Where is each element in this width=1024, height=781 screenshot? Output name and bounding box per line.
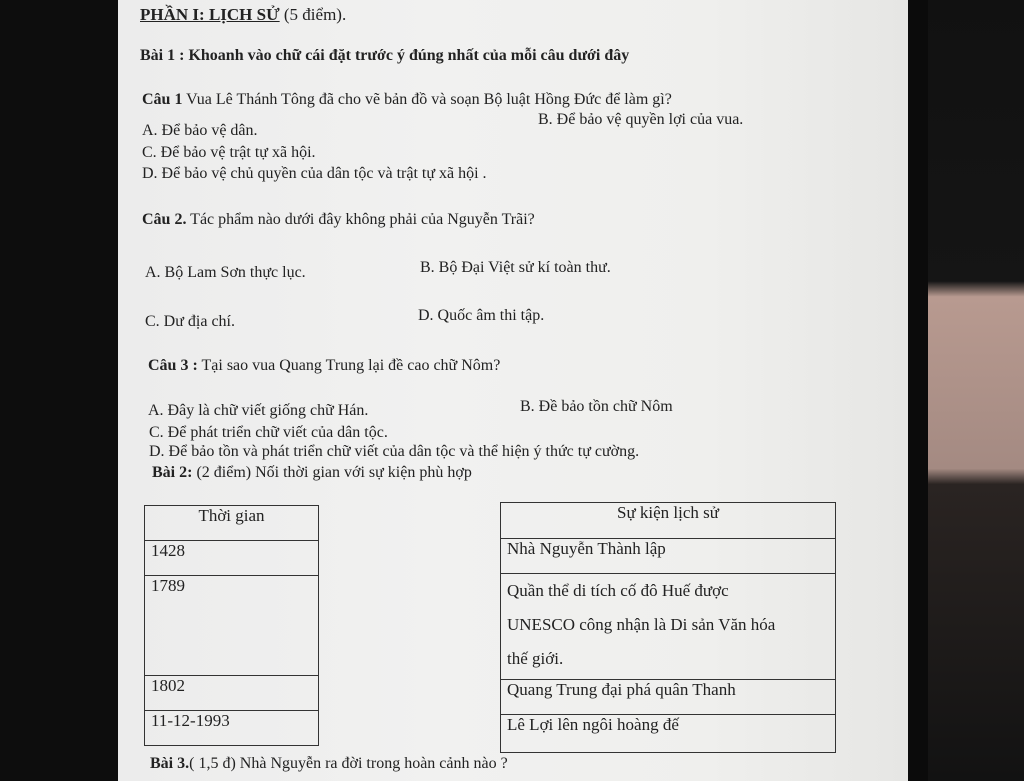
cau1-option-d: D. Để bảo vệ chủ quyền của dân tộc và trật tự xã hội . xyxy=(142,165,487,182)
cau3-question: Tại sao vua Quang Trung lại đề cao chữ Nôm? xyxy=(201,357,501,374)
time-cell: 1802 xyxy=(145,676,319,711)
bai1-title: Bài 1 : Khoanh vào chữ cái đặt trước ý đúng nhất của mỗi câu dưới đây xyxy=(140,47,630,64)
cau1-label: Câu 1 xyxy=(142,91,183,108)
event-cell-hue xyxy=(501,574,836,680)
bai3-title: Bài 3. xyxy=(150,755,190,772)
event-cell: Nhà Nguyễn Thành lập xyxy=(501,539,836,574)
part-points: (5 điểm). xyxy=(283,5,347,24)
event-cell: Lê Lợi lên ngôi hoàng đế xyxy=(501,715,836,753)
time-cell: 11-12-1993 xyxy=(145,711,319,746)
background-wall xyxy=(908,0,1024,781)
cau3-question-line xyxy=(148,356,500,376)
event-table xyxy=(500,502,836,753)
bai3-heading xyxy=(150,754,508,774)
time-table xyxy=(144,505,319,746)
cau1-option-a: A. Để bảo vệ dân. xyxy=(142,122,258,139)
bai2-heading xyxy=(152,463,472,483)
event-cell: Quang Trung đại phá quân Thanh xyxy=(501,680,836,715)
cau2-question: Tác phẩm nào dưới đây không phải của Nguyễn Trãi? xyxy=(190,211,535,228)
time-cell: 1789 xyxy=(145,576,319,676)
cau3-option-d: D. Để bảo tồn và phát triển chữ viết của dân tộc và thể hiện ý thức tự cường. xyxy=(149,443,640,460)
cau2-option-d: D. Quốc âm thi tập. xyxy=(418,307,545,324)
time-cell: 1428 xyxy=(145,541,319,576)
cau2-option-c: C. Dư địa chí. xyxy=(145,313,235,330)
cau1-question-line xyxy=(142,90,672,110)
bai3-question: ( 1,5 đ) Nhà Nguyễn ra đời trong hoàn cảnh nào ? xyxy=(189,755,508,772)
part-title: PHẦN I: LỊCH SỬ xyxy=(140,5,280,24)
event-table-header: Sự kiện lịch sử xyxy=(501,503,836,539)
cau3-option-b: B. Đề bảo tồn chữ Nôm xyxy=(520,398,673,415)
part-heading xyxy=(140,5,346,25)
time-table-header: Thời gian xyxy=(145,506,319,541)
cau3-label: Câu 3 : xyxy=(148,357,198,374)
cau2-label: Câu 2. xyxy=(142,211,187,228)
cau3-option-c: C. Để phát triển chữ viết của dân tộc. xyxy=(149,424,388,441)
cau1-option-b: B. Để bảo vệ quyền lợi của vua. xyxy=(538,111,744,128)
bai2-instruction: (2 điểm) Nối thời gian với sự kiện phù hợp xyxy=(196,464,472,481)
cau1-question: Vua Lê Thánh Tông đã cho vẽ bản đồ và soạn Bộ luật Hồng Đức để làm gì? xyxy=(186,91,672,108)
event-line: UNESCO công nhận là Di sản Văn hóa xyxy=(507,615,776,634)
event-line: Quần thể di tích cố đô Huế được xyxy=(507,581,729,600)
cau2-option-b: B. Bộ Đại Việt sử kí toàn thư. xyxy=(420,259,611,276)
cau1-option-c: C. Để bảo vệ trật tự xã hội. xyxy=(142,144,316,161)
bai2-title: Bài 2: xyxy=(152,464,193,481)
cau2-question-line xyxy=(142,210,535,230)
event-line: thế giới. xyxy=(507,649,564,668)
cau3-option-a: A. Đây là chữ viết giống chữ Hán. xyxy=(148,402,369,419)
cau2-option-a: A. Bộ Lam Sơn thực lục. xyxy=(145,264,306,281)
